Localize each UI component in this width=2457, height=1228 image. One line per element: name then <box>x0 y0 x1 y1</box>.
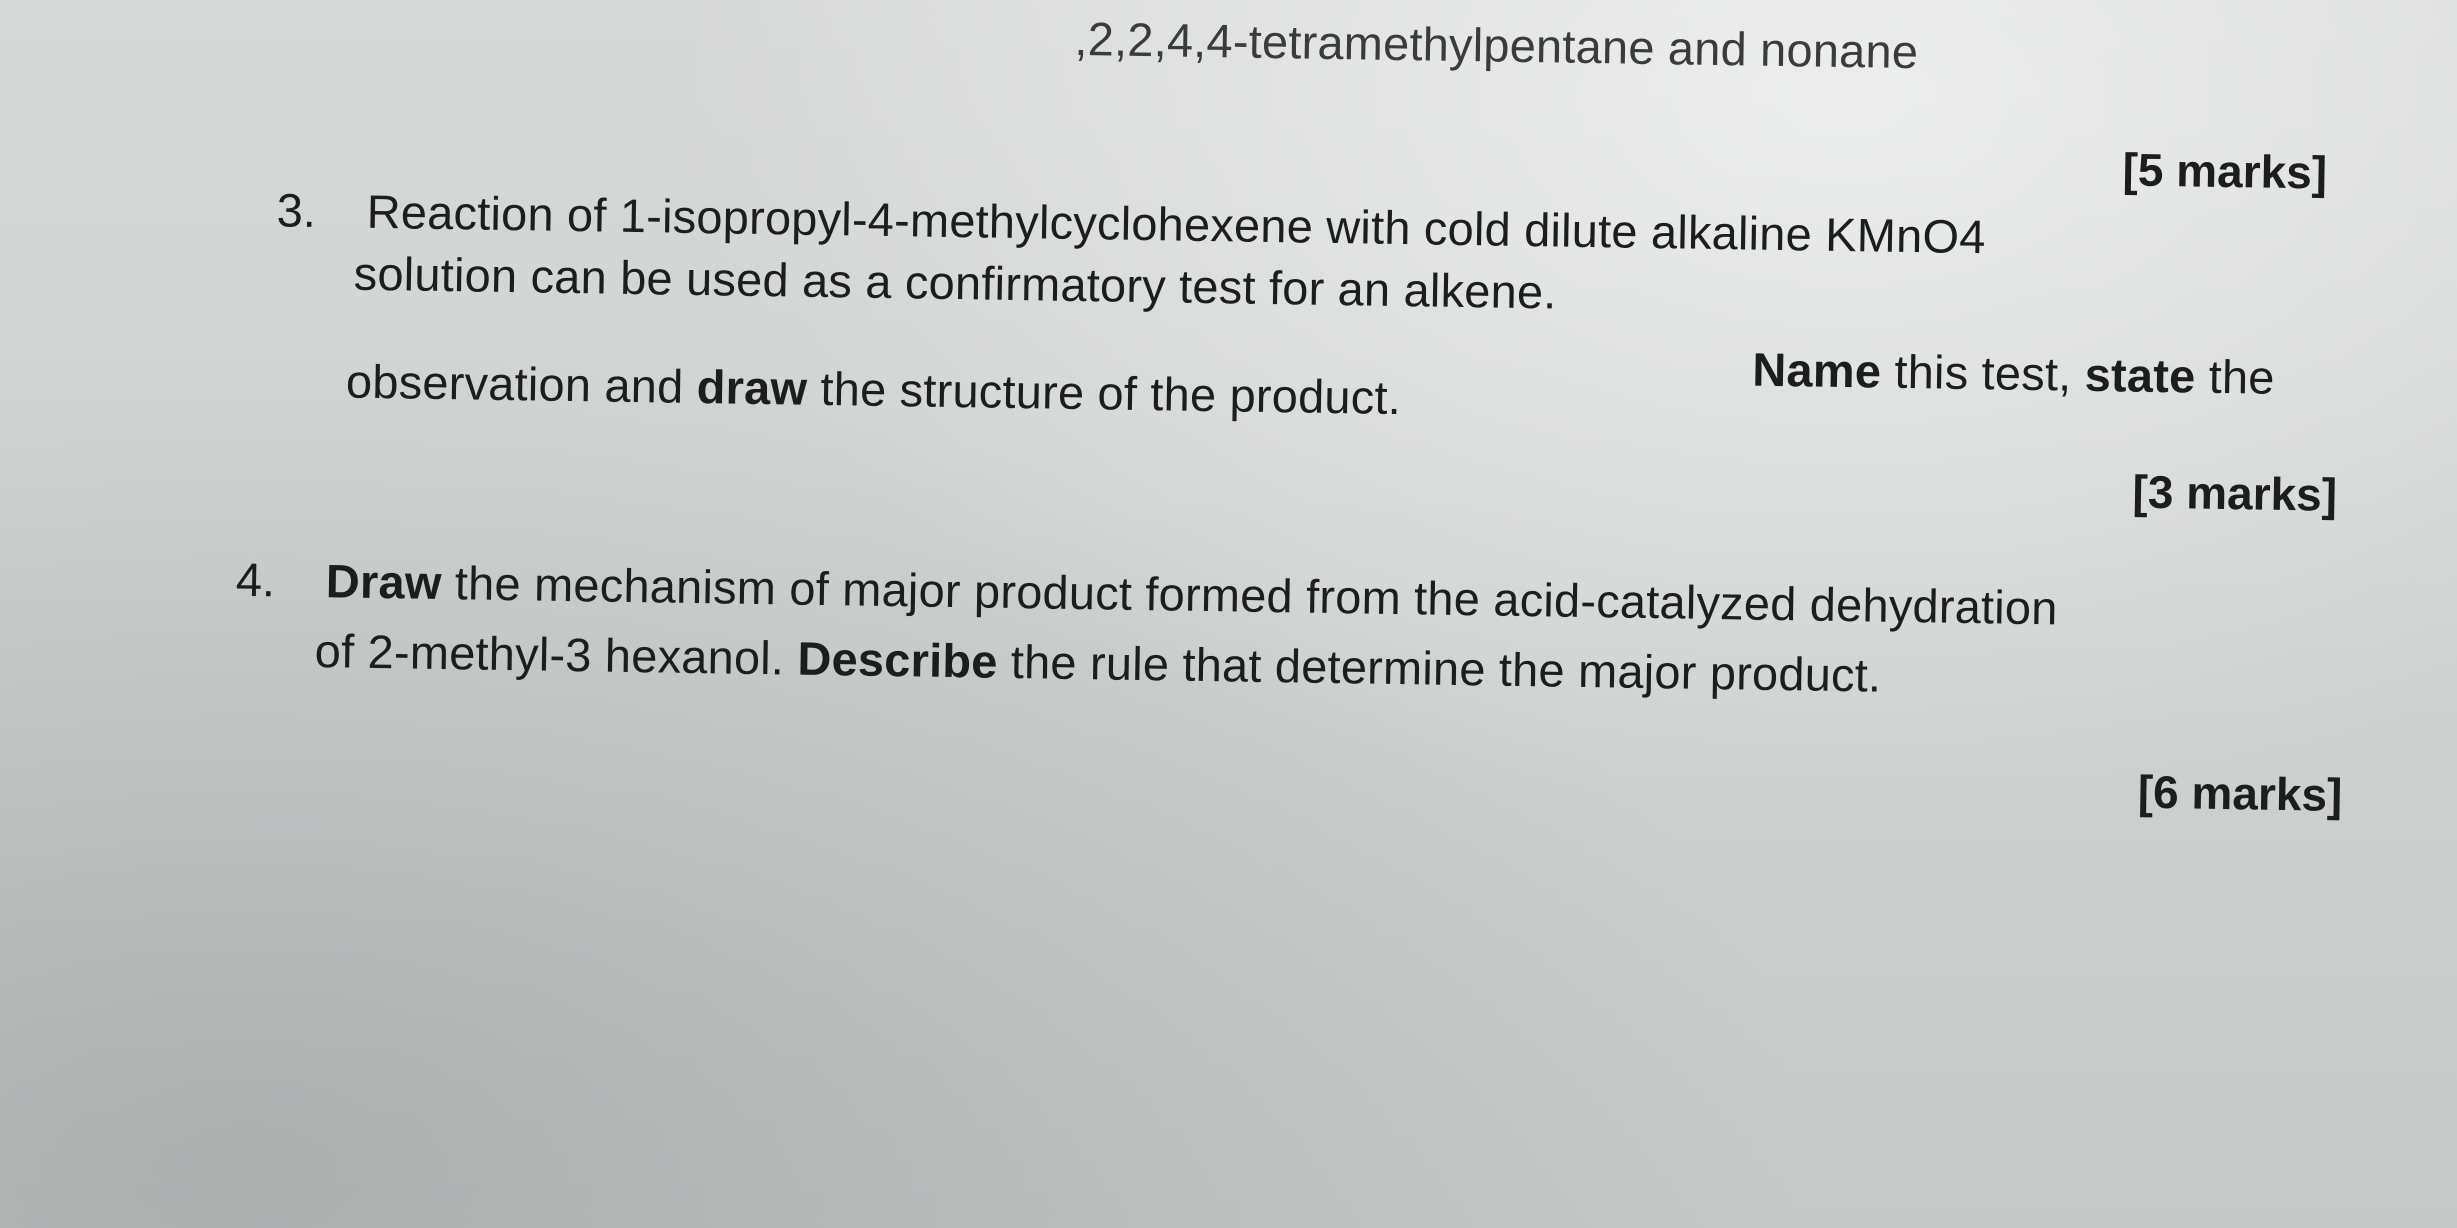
question-3-name-keyword: Name <box>1752 342 1882 398</box>
question-3-line-2 <box>353 246 1557 321</box>
question-4-describe-keyword: Describe <box>797 631 999 688</box>
question-4-line-2-pre: of 2-methyl-3 hexanol. <box>314 624 798 685</box>
question-3-line-3-post: the structure of the product. <box>806 361 1402 425</box>
question-3-line-3 <box>346 353 1402 426</box>
question-4-number: 4. <box>235 552 276 607</box>
question-4-line-2-post: the rule that determine the major product. <box>997 634 1882 702</box>
question-2-marks: [5 marks] <box>2122 143 2328 199</box>
question-2-fragment: ,2,2,4,4-tetramethylpentane and nonane <box>1074 11 1919 79</box>
question-4-marks: [6 marks] <box>2137 765 2343 821</box>
question-3-draw-keyword: draw <box>696 359 808 415</box>
question-4-line-1-text: the mechanism of major product formed from the acid-catalyzed dehydration <box>441 556 2059 635</box>
question-3-line-2-instruction <box>1752 342 2275 406</box>
question-4-line-1 <box>325 553 2058 636</box>
question-4-draw-keyword: Draw <box>325 554 443 610</box>
question-3-line-3-pre: observation and <box>345 354 698 413</box>
question-3-end-text: the <box>2195 349 2276 404</box>
question-3-marks: [3 marks] <box>2132 465 2338 521</box>
question-3-line-2-text: solution can be used as a confirmatory test for an alkene. <box>353 246 1557 319</box>
question-3-state-keyword: state <box>2084 347 2196 403</box>
question-4-line-2 <box>314 623 1881 704</box>
question-3-mid-text: this test, <box>1880 344 2086 401</box>
question-3-number: 3. <box>276 183 317 237</box>
question-3-line-1: Reaction of 1-isopropyl-4-methylcyclohexene with cold dilute alkaline KMnO4 <box>366 184 1986 264</box>
